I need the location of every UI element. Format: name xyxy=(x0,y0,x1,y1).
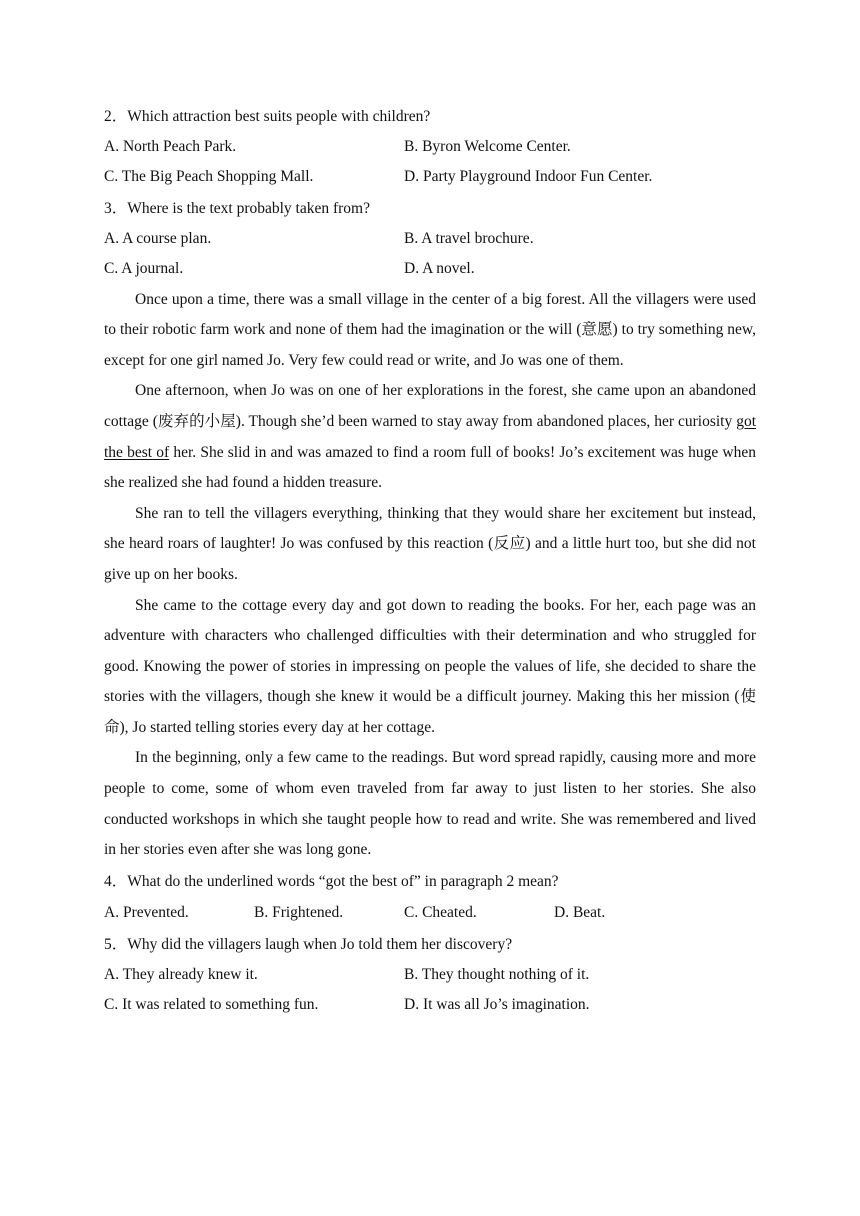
q5-option-b: B. They thought nothing of it. xyxy=(404,965,590,983)
question-5-options-row-2 xyxy=(104,990,756,1020)
q3-option-a: A. A course plan. xyxy=(104,229,212,247)
q5-option-c: C. It was related to something fun. xyxy=(104,996,319,1014)
question-3: 3．Where is the text probably taken from? xyxy=(104,199,370,217)
passage-paragraph-5: In the beginning, only a few came to the readings. But word spread rapidly, causing more and more people to come, some of whom even traveled from far away to just listen to her stories. She also conducted workshops in which she taught people how to read and write. She was remembered and lived in her stories even after she was long gone. xyxy=(104,749,756,859)
passage-paragraph-3: She ran to tell the villagers everything, thinking that they would share her excitement but instead, she heard roars of laughter! Jo was confused by this reaction (反应) and a little hurt too, but she did not give up on her books. xyxy=(104,504,756,583)
question-2-options-row-1 xyxy=(104,132,756,162)
q4-option-d: D. Beat. xyxy=(554,903,606,921)
question-4-options-row xyxy=(104,897,756,929)
q5-option-a: A. They already knew it. xyxy=(104,965,258,983)
document-content xyxy=(104,101,756,1021)
underlined-phrase: got the best of xyxy=(104,412,756,461)
question-5-options-row-1 xyxy=(104,960,756,990)
passage-paragraph-2 xyxy=(104,376,756,498)
q4-option-b: B. Frightened. xyxy=(254,903,344,921)
q4-option-a: A. Prevented. xyxy=(104,903,189,921)
q4-option-c: C. Cheated. xyxy=(404,903,477,921)
q2-option-b: B. Byron Welcome Center. xyxy=(404,138,571,155)
question-2-options-row-2 xyxy=(104,162,756,192)
question-3-options-row-2 xyxy=(104,254,756,284)
question-2: 2．Which attraction best suits people with children? xyxy=(104,108,431,125)
question-3-options-row-1 xyxy=(104,224,756,254)
q2-option-c: C. The Big Peach Shopping Mall. xyxy=(104,168,314,186)
q2-option-a: A. North Peach Park. xyxy=(104,138,237,155)
paragraph-2-text-start: One afternoon, when Jo was on one of her explorations in the forest, she came upon an abandoned cottage (废弃的小屋). Though she’d been warned to stay away from abandoned places, her curiosity xyxy=(104,382,756,430)
passage-paragraph-4: She came to the cottage every day and got down to reading the books. For her, each page was an adventure with characters who challenged difficulties with their determination and who struggled for good. Knowing the power of stories in impressing on people the values of life, she decided to share the stories with the villagers, though she knew it would be a difficult journey. Making this her mission (使命), Jo started telling stories every day at her cottage. xyxy=(104,596,756,736)
q2-option-d: D. Party Playground Indoor Fun Center. xyxy=(404,168,653,186)
passage-paragraph-1: Once upon a time, there was a small village in the center of a big forest. All the villagers were used to their robotic farm work and none of them had the imagination or the will (意愿) to try something new, except for one girl named Jo. Very few could read or write, and Jo was one of them. xyxy=(104,290,756,369)
q3-option-b: B. A travel brochure. xyxy=(404,229,534,247)
paragraph-2-text-end: her. She slid in and was amazed to find a room full of books! Jo’s excitement was huge when she realized she had found a hidden treasure. xyxy=(104,443,756,492)
q5-option-d: D. It was all Jo’s imagination. xyxy=(404,996,590,1014)
question-4: 4．What do the underlined words “got the best of” in paragraph 2 mean? xyxy=(104,872,559,890)
question-5: 5．Why did the villagers laugh when Jo told them her discovery? xyxy=(104,935,513,953)
q3-option-d: D. A novel. xyxy=(404,260,475,278)
q3-option-c: C. A journal. xyxy=(104,260,184,278)
